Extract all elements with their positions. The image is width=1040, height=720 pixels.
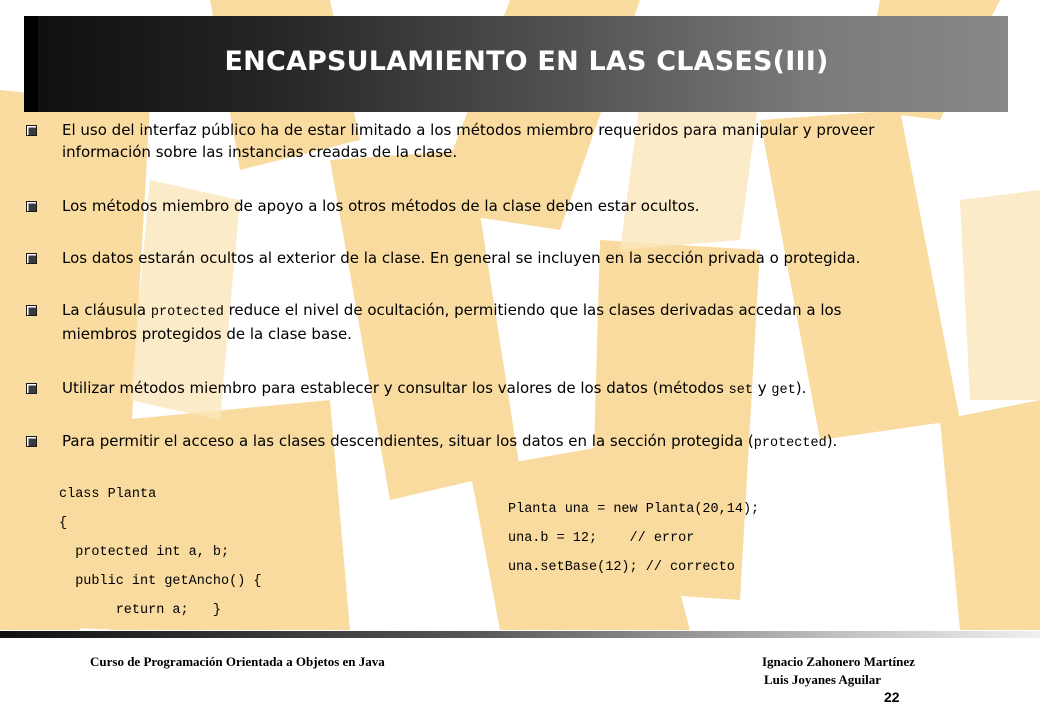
footer-author: Ignacio Zahonero Martínez [762,654,915,669]
page-number: 22 [884,689,900,705]
bullet-text: Utilizar métodos miembro para establecer y consultar los valores de los datos (métodos set y get). [62,379,807,398]
bullet-text: Los métodos miembro de apoyo a los otros métodos de la clase deben estar ocultos. [62,197,700,215]
footer-course: Curso de Programación Orientada a Objetos en Java [90,654,385,669]
bullet-text: miembros protegidos de la clase base. [62,325,352,343]
footer-author: Luis Joyanes Aguilar [764,672,882,687]
checkbox-bullet-icon [26,383,37,394]
code-block-right [508,495,759,582]
code-line: public int getAncho() { [59,574,262,589]
checkbox-bullet-icon [26,253,37,264]
bullet-text: El uso del interfaz público ha de estar limitado a los métodos miembro requeridos para manipular y proveer [62,121,875,139]
bullet-text: Para permitir el acceso a las clases descendientes, situar los datos en la sección protegida (protected). [62,432,838,451]
code-line: { [59,516,68,531]
code-line: una.setBase(12); // correcto [508,560,735,575]
code-line: una.b = 12; // error [508,531,695,546]
code-keyword: set [728,383,753,398]
checkbox-bullet-icon [26,201,37,212]
code-block-left [59,480,262,625]
checkbox-bullet-icon [26,436,37,447]
code-line: class Planta [59,487,157,502]
checkbox-bullet-icon [26,305,37,316]
slide-title: ENCAPSULAMIENTO EN LAS CLASES(III) [224,46,829,77]
checkbox-bullet-icon [26,125,37,136]
code-keyword: protected [150,305,224,320]
bullet-text: información sobre las instancias creadas de la clase. [62,143,458,161]
code-line: protected int a, b; [59,545,230,560]
bullet-text: Los datos estarán ocultos al exterior de la clase. En general se incluyen en la sección privada o protegida. [62,249,861,267]
code-keyword: protected [753,436,827,451]
code-line: return a; } [59,603,222,618]
bullet-text: La cláusula protected reduce el nivel de ocultación, permitiendo que las clases derivadas accedan a los [62,301,842,320]
code-line: Planta una = new Planta(20,14); [508,502,760,517]
footer-divider [0,631,1040,638]
code-keyword: get [771,383,796,398]
